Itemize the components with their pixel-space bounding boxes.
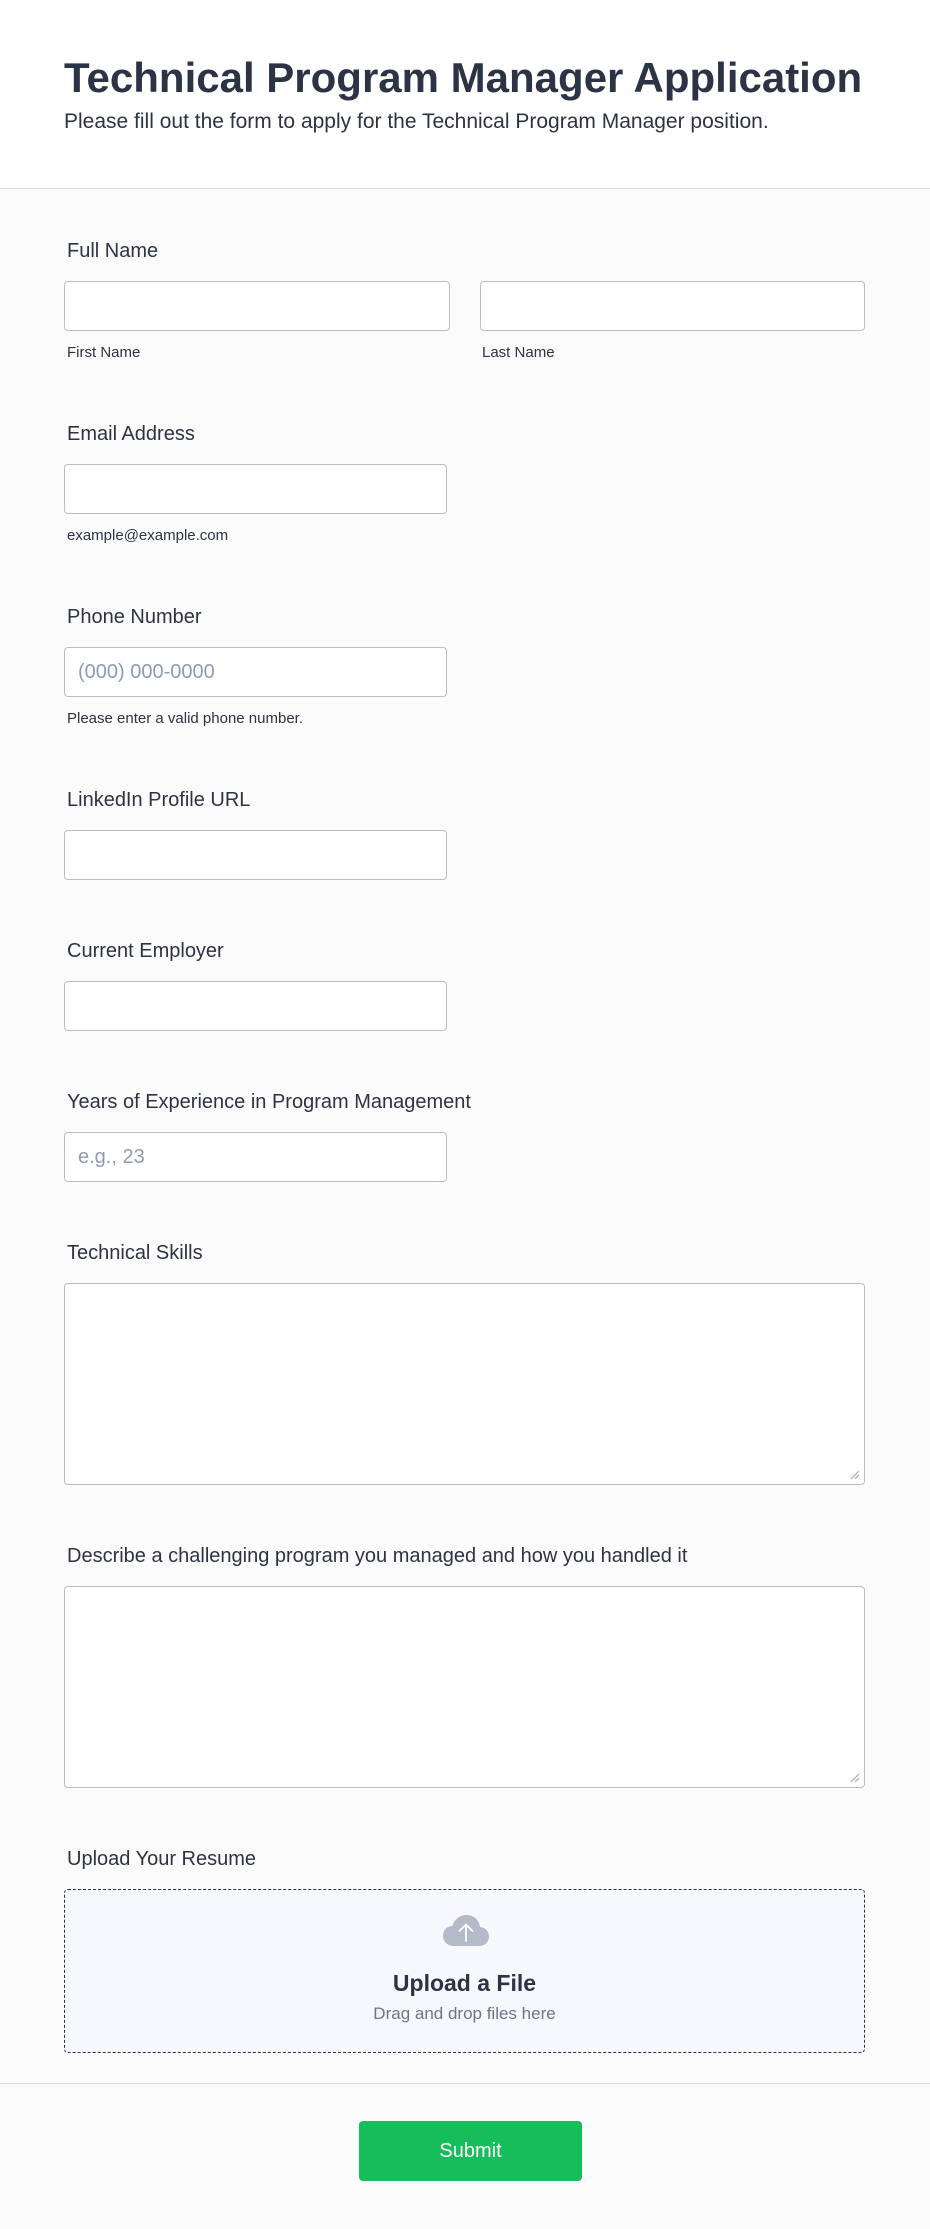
last-name-sublabel: Last Name bbox=[482, 344, 555, 361]
cloud-upload-icon bbox=[442, 1914, 490, 1948]
upload-subtitle: Drag and drop files here bbox=[373, 2004, 556, 2023]
linkedin-label: LinkedIn Profile URL bbox=[67, 789, 251, 811]
skills-textarea[interactable] bbox=[64, 1283, 865, 1485]
experience-input[interactable] bbox=[64, 1132, 447, 1182]
form-subtitle: Please fill out the form to apply for the Technical Program Manager position. bbox=[64, 110, 769, 133]
first-name-input[interactable] bbox=[64, 281, 450, 331]
challenge-resize-grip[interactable] bbox=[850, 1773, 860, 1783]
challenge-label: Describe a challenging program you managed and how you handled it bbox=[67, 1545, 688, 1567]
phone-label: Phone Number bbox=[67, 606, 202, 628]
submit-button[interactable]: Submit bbox=[359, 2121, 582, 2181]
phone-sublabel: Please enter a valid phone number. bbox=[67, 710, 303, 727]
first-name-sublabel: First Name bbox=[67, 344, 141, 361]
last-name-input[interactable] bbox=[480, 281, 865, 331]
email-input[interactable] bbox=[64, 464, 447, 514]
full-name-label: Full Name bbox=[67, 240, 159, 262]
linkedin-input[interactable] bbox=[64, 830, 447, 880]
skills-resize-grip[interactable] bbox=[850, 1470, 860, 1480]
challenge-textarea[interactable] bbox=[64, 1586, 865, 1788]
resume-upload-dropzone[interactable] bbox=[64, 1889, 865, 2053]
phone-input[interactable] bbox=[64, 647, 447, 697]
experience-label: Years of Experience in Program Management bbox=[67, 1091, 471, 1113]
resume-label: Upload Your Resume bbox=[67, 1848, 257, 1870]
footer-divider bbox=[0, 2083, 930, 2084]
employer-label: Current Employer bbox=[67, 940, 224, 962]
email-label: Email Address bbox=[67, 423, 195, 445]
skills-label: Technical Skills bbox=[67, 1242, 203, 1264]
email-sublabel: example@example.com bbox=[67, 527, 229, 544]
employer-input[interactable] bbox=[64, 981, 447, 1031]
form-header bbox=[0, 0, 930, 189]
upload-title: Upload a File bbox=[392, 1970, 537, 1996]
form-title: Technical Program Manager Application bbox=[64, 54, 863, 101]
